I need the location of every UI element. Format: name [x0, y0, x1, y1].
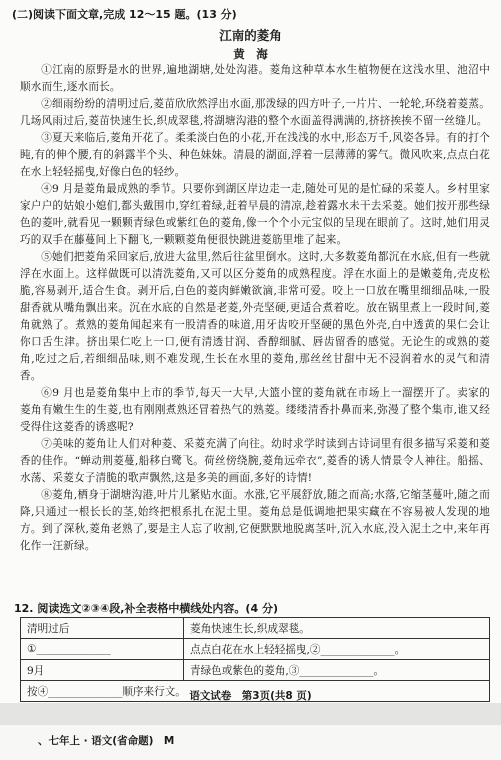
- paragraph-1: ①江南的原野是水的世界,遍地湖塘,处处沟港。菱角这种草本水生植物便在这浅水里、池沼中顺水而生,逐水而长。: [20, 64, 490, 93]
- paragraph-8: ⑧菱角,栖身于湖塘沟港,叶片儿紧贴水面。水涨,它平展舒放,随之而高;水落,它缩茎蔓叶,随之而降,只通过一根长长的茎,始终把根系扎在泥土里。菱角总是低调地把果实藏在不容易被人发现的地方。到了深秋,菱角老熟了,要是主人忘了收割,它便默默地脱离茎叶,沉入水底,没入泥土之中,来年再化作一汪新绿。: [20, 489, 490, 552]
- paragraph-7: ⑦美味的菱角让人们对种菱、采菱充满了向往。幼时求学时读到古诗词里有很多描写采菱和菱香的佳作。“蝉动荆菱蔓,船移白鹭飞。荷丝傍绕腕,菱角远牵衣”,菱香的诱人情景令人神往。船摇、水荡、采菱女子清脆的歌声飘然,这是多美的画面,多好的诗情!: [20, 438, 490, 484]
- page-gap: [0, 703, 501, 725]
- table-row: [21, 639, 490, 660]
- blank-4-cell[interactable]: 按④______________顺序来行文。: [21, 681, 490, 702]
- article-body: [20, 62, 490, 555]
- blank-1-cell[interactable]: ①______________: [21, 639, 184, 660]
- table-row: [21, 660, 490, 681]
- table-cell: 菱角快速生长,织成翠毯。: [184, 618, 490, 639]
- next-page-strip: [0, 725, 501, 760]
- paragraph-3: ③夏天来临后,菱角开花了。柔柔淡白色的小花,开在浅浅的水中,形态万千,风姿各异。有的打个盹,有的伸个腰,有的斜露半个头、种色妹妹。清晨的湖面,浮着一层薄薄的雾气。微风吹来,点点白花在水上轻轻摇曳,好像白色的轻纱。: [20, 132, 490, 178]
- next-page-header: 、七年上 · 语文(省命题) M: [38, 735, 175, 747]
- paragraph-5: ⑤她们把菱角采回家后,放进大盆里,然后往盆里倒水。这时,大多数菱角都沉在水底,但有一些就浮在水面上。这样做既可以清洗菱角,又可以区分菱角的成熟程度。浮在水面上的是嫩菱角,壳皮松脆,容易剥开,适合生食。剥开后,白色的菱肉鲜嫩欲滴,非常可爱。咬上一口放在嘴里细细品味,一股甜香就从嘴角飘出来。沉在水底的自然是老菱,外壳坚硬,更适合煮着吃。放在锅里煮上一段时间,菱角就熟了。煮熟的菱角闻起来有一股清香的味道,用牙齿咬开坚硬的黑色外壳,白中透黄的果仁会让你口舌生津。挤出果仁吃上一口,便有清透甘润、香醇细腻、唇齿留香的感觉。无论生的或熟的菱角,吃过之后,若细细品味,则不难发现,生长在水里的菱角,那丝丝甘甜中无不浸润着水的灵气和清香。: [20, 251, 490, 382]
- table-cell: 清明过后: [21, 618, 184, 639]
- blank-2-cell[interactable]: 点点白花在水上轻轻摇曳,②______________。: [184, 639, 490, 660]
- article-title: 江南的菱角: [219, 28, 282, 43]
- paragraph-6: ⑥9 月也是菱角集中上市的季节,每天一大早,大篮小筐的菱角就在市场上一溜摆开了。卖家的菱角有嫩生生的生菱,也有刚刚煮熟还冒着热气的熟菱。缕缕清香扑鼻而来,弥漫了整个集市,谁又经受得住这菱香的诱惑呢?: [20, 387, 490, 433]
- article-author: 黄 海: [233, 47, 268, 61]
- paragraph-2: ②细雨纷纷的清明过后,菱苗欣欣然浮出水面,那泼绿的四方叶子,一片片、一轮轮,环绕着菱蒸。几场风雨过后,菱苗快速生长,织成翠毯,将湖塘沟港的整个水面盖得满满的,挤挤挨挨不留一丝缝儿。: [20, 98, 490, 127]
- table-row: [21, 618, 490, 639]
- page-footer: 语文试卷 第3页(共8 页): [189, 690, 312, 702]
- table-cell: 9月: [21, 660, 184, 681]
- section-heading: (二)阅读下面文章,完成 12～15 题。(13 分): [12, 8, 237, 21]
- paragraph-4: ④9 月是菱角最成熟的季节。只要你到湖区岸边走一走,随处可见的是忙碌的采菱人。乡村里家家户户的姑娘小媳们,都头戴围巾,穿红着绿,赶着早晨的清凉,趁着露水未干去采菱。她们按开那些绿色的菱叶,就看见一颗颗青绿色或紫红色的菱角,像一个个小元宝似的呈现在眼前了。这时,她们用灵巧的双手在藤蔓间上下翻飞,一颗颗菱角便很快跳进菱筋里堆了起来。: [20, 183, 490, 246]
- blank-3-cell[interactable]: 青绿色或紫色的菱角,③______________。: [184, 660, 490, 681]
- question-12-label: 12. 阅读选文②③④段,补全表格中横线处内容。(4 分): [14, 602, 278, 615]
